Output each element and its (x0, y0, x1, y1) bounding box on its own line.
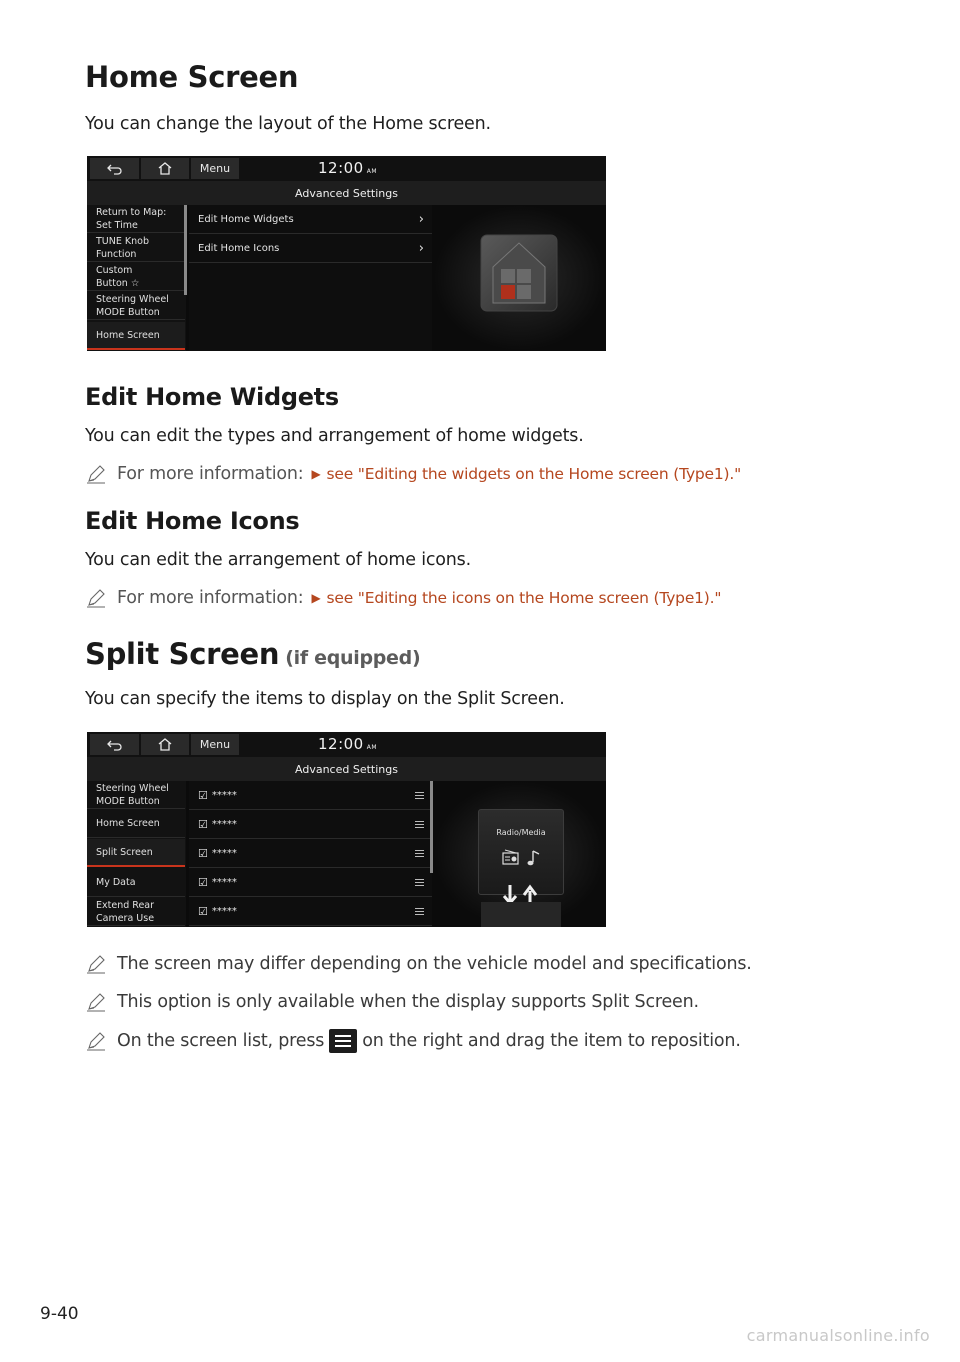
screenshot-split-screen-settings (87, 732, 606, 927)
note-widgets-info: For more information: ▶ see "Editing the widgets on the Home screen (Type1)." (85, 463, 741, 485)
note-reposition: On the screen list, press on the right and drag the item to reposition. (85, 1029, 741, 1053)
drag-handle-icon[interactable] (415, 821, 424, 828)
split-item[interactable]: ☑ ***** (189, 781, 432, 810)
split-item[interactable]: ☑ ***** (189, 810, 432, 839)
split-item[interactable]: ☑ ***** (189, 839, 432, 868)
category-home-screen[interactable]: Home Screen (87, 810, 185, 838)
home-screen-description: You can change the layout of the Home screen. (85, 114, 491, 134)
back-button[interactable] (90, 734, 139, 755)
split-item[interactable]: ☑ ***** (189, 868, 432, 897)
section-title-split-screen: Split Screen (if equipped) (85, 637, 421, 671)
checkbox-checked-icon[interactable]: ☑ (198, 904, 208, 918)
icons-reference-link[interactable]: see "Editing the icons on the Home screen (Type1)." (326, 589, 722, 607)
radio-media-card: Radio/Media (478, 809, 564, 895)
edit-widgets-description: You can edit the types and arrangement of home widgets. (85, 426, 584, 446)
edit-home-icons-item[interactable]: Edit Home Icons › (189, 234, 432, 263)
home-icon (158, 738, 172, 751)
checkbox-checked-icon[interactable]: ☑ (198, 788, 208, 802)
menu-button[interactable]: Menu (191, 734, 239, 755)
note-icons-info: For more information: ▶ see "Editing the icons on the Home screen (Type1)." (85, 587, 721, 609)
category-custom-button[interactable]: Custom Button ☆ (87, 263, 185, 291)
split-preview-panel (433, 781, 606, 927)
drag-handle-icon[interactable] (415, 850, 424, 857)
settings-options-list (189, 205, 432, 351)
back-arrow-icon (107, 739, 123, 751)
page-number: 9-40 (40, 1304, 79, 1324)
screen-title: Advanced Settings (87, 181, 606, 205)
clock: 12:00 AM (318, 735, 378, 753)
section-title-edit-home-icons: Edit Home Icons (85, 507, 300, 535)
lower-card (481, 902, 561, 927)
left-scrollbar[interactable] (184, 205, 187, 295)
chevron-right-icon: › (418, 240, 424, 256)
split-screen-description: You can specify the items to display on the Split Screen. (85, 689, 565, 709)
edit-icons-description: You can edit the arrangement of home icons. (85, 550, 471, 570)
pencil-note-icon (85, 991, 107, 1013)
screen-title: Advanced Settings (87, 757, 606, 781)
screenshot-home-screen-settings (87, 156, 606, 351)
split-item[interactable]: ☑ ***** (189, 897, 432, 926)
pencil-note-icon (85, 953, 107, 975)
home-button[interactable] (141, 734, 189, 755)
section-title-home-screen: Home Screen (85, 60, 299, 94)
note-screen-may-differ: The screen may differ depending on the vehicle model and specifications. (85, 953, 752, 975)
checkbox-checked-icon[interactable]: ☑ (198, 817, 208, 831)
settings-category-list (87, 781, 186, 927)
drag-handle-icon[interactable] (415, 879, 424, 886)
radio-music-icon (501, 848, 545, 868)
widgets-reference-link[interactable]: see "Editing the widgets on the Home screen (Type1)." (326, 465, 742, 483)
category-steering-wheel[interactable]: Steering Wheel MODE Button (87, 292, 185, 320)
category-steering-wheel[interactable]: Steering Wheel MODE Button (87, 781, 185, 809)
pencil-note-icon (85, 587, 107, 609)
pencil-note-icon (85, 463, 107, 485)
home-layout-icon (433, 205, 606, 351)
note-split-availability: This option is only available when the display supports Split Screen. (85, 991, 699, 1013)
category-return-to-map[interactable]: Return to Map: Set Time (87, 205, 185, 233)
hamburger-menu-icon (329, 1029, 357, 1053)
checkbox-checked-icon[interactable]: ☑ (198, 846, 208, 860)
drag-handle-icon[interactable] (415, 908, 424, 915)
triangle-right-icon: ▶ (311, 467, 321, 481)
menu-button[interactable]: Menu (191, 158, 239, 179)
back-button[interactable] (90, 158, 139, 179)
drag-handle-icon[interactable] (415, 792, 424, 799)
category-my-data[interactable]: My Data (87, 869, 185, 897)
checkbox-checked-icon[interactable]: ☑ (198, 875, 208, 889)
watermark: carmanualsonline.info (746, 1326, 930, 1345)
top-bar (87, 156, 606, 181)
category-tune-knob[interactable]: TUNE Knob Function (87, 234, 185, 262)
category-split-screen[interactable]: Split Screen (87, 839, 185, 867)
preview-panel (433, 205, 606, 351)
category-home-screen[interactable]: Home Screen (87, 322, 185, 350)
top-bar (87, 732, 606, 757)
section-title-edit-home-widgets: Edit Home Widgets (85, 383, 339, 411)
home-button[interactable] (141, 158, 189, 179)
clock: 12:00 AM (318, 159, 378, 177)
pencil-note-icon (85, 1030, 107, 1052)
category-extend-rear-camera[interactable]: Extend Rear Camera Use (87, 898, 185, 926)
triangle-right-icon: ▶ (311, 591, 321, 605)
back-arrow-icon (107, 163, 123, 175)
edit-home-widgets-item[interactable]: Edit Home Widgets › (189, 205, 432, 234)
home-icon (158, 162, 172, 175)
chevron-right-icon: › (418, 211, 424, 227)
split-screen-items-list (189, 781, 432, 927)
settings-category-list (87, 205, 186, 351)
